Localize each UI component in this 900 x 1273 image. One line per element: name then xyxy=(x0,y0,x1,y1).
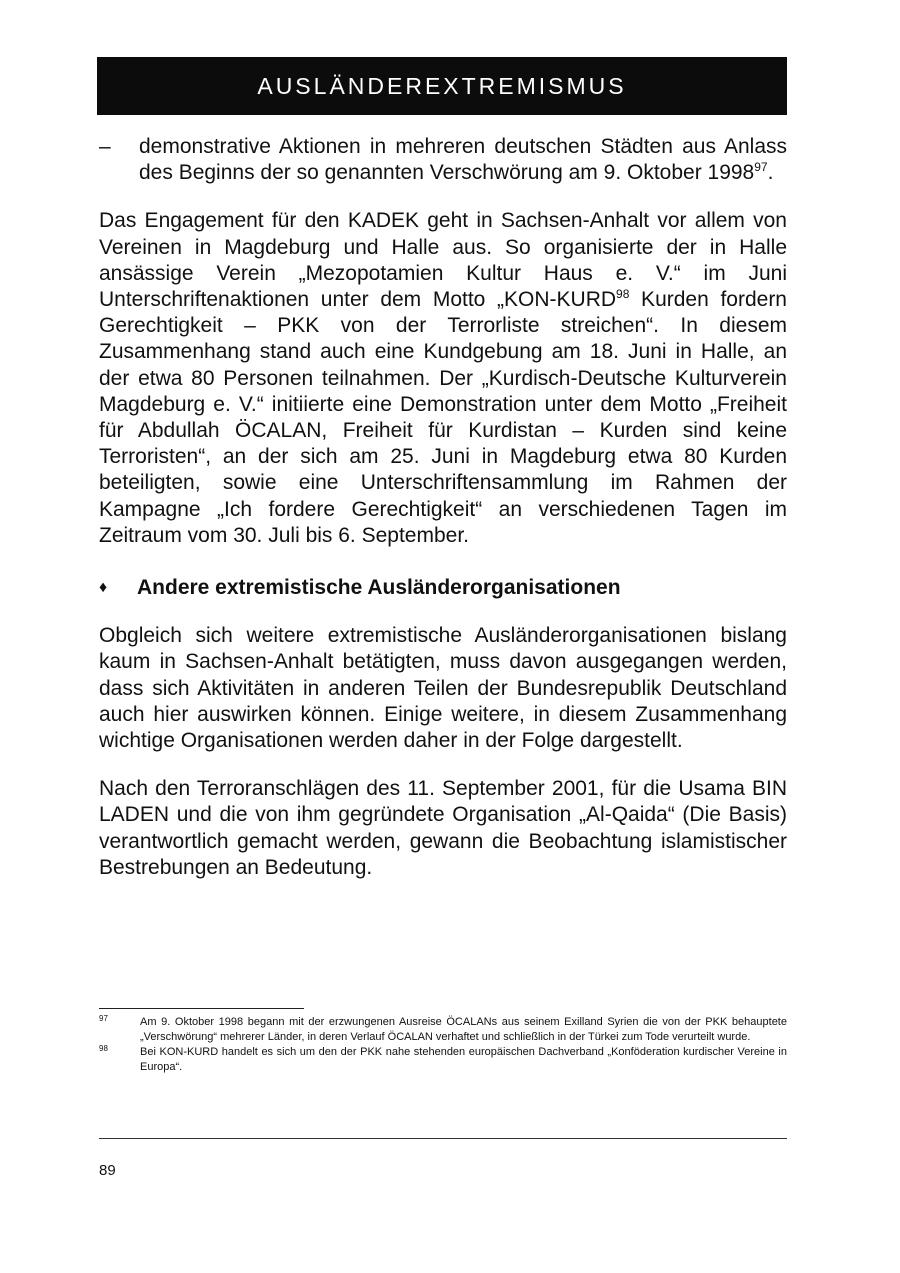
bullet-text: demonstrative Aktionen in mehreren deutschen Städten aus Anlass des Beginns der so genannten Verschwörung am 9. Oktober 1998 xyxy=(139,135,787,185)
footnote-ref-97[interactable]: 97 xyxy=(754,160,768,175)
footnote-number: 98 xyxy=(99,1044,108,1053)
footnote-text: Bei KON-KURD handelt es sich um den der PKK nahe stehenden europäischen Dachverband „Konföderation kurdischer Vereine in Europa“. xyxy=(140,1046,787,1073)
footnote-separator xyxy=(99,1008,304,1009)
footnote-97 xyxy=(99,1015,787,1044)
page-number: 89 xyxy=(99,1162,116,1179)
chapter-header xyxy=(97,57,787,115)
paragraph-kadek-part2: Kurden fordern Gerechtigkeit – PKK von der Terrorliste streichen“. In diesem Zusammenhang stand auch eine Kundgebung am 18. Juni in Halle, an der etwa 80 Personen teilnahmen. Der „Kurdisch-Deutsche Kulturverein Magdeburg e. V.“ initiierte eine Demonstration unter dem Motto „Freiheit für Abdullah ÖCALAN, Freiheit für Kurdistan – Kurden sind keine Terroristen“, an der sich am 25. Juni in Magdeburg etwa 80 Kurden beteiligten, sowie eine Unterschriftensammlung im Rahmen der Kampagne „Ich fordere Gerechtigkeit“ an verschiedenen Tagen im Zeitraum vom 30. Juli bis 6. September. xyxy=(99,288,787,547)
section-heading-text: Andere extremistische Ausländerorganisationen xyxy=(137,576,621,600)
footnote-98 xyxy=(99,1045,787,1074)
bullet-list-item xyxy=(99,134,787,186)
paragraph-islamism: Nach den Terroranschlägen des 11. September 2001, für die Usama BIN LADEN und die von ihm gegründete Organisation „Al-Qaida“ (Die Basis) verantwortlich gemacht werden, gewann die Beobachtung islamistischer Bestrebungen an Bedeutung. xyxy=(99,777,787,879)
footnotes xyxy=(99,1015,787,1075)
dash-bullet: – xyxy=(99,135,111,158)
diamond-bullet-icon: ♦ xyxy=(99,579,108,597)
paragraph-other-organisations: Obgleich sich weitere extremistische Ausländerorganisationen bislang kaum in Sachsen-Anhalt betätigten, muss davon ausgegangen werden, dass sich Aktivitäten in anderen Teilen der Bundesrepublik Deutschland auch hier auswirken können. Einige weitere, in diesem Zusammenhang wichtige Organisationen werden daher in der Folge dargestellt. xyxy=(99,624,787,753)
chapter-title: AUSLÄNDEREXTREMISMUS xyxy=(257,72,627,99)
section-heading xyxy=(99,575,787,601)
bullet-end: . xyxy=(767,161,774,185)
footnote-text: Am 9. Oktober 1998 begann mit der erzwungenen Ausreise ÖCALANs aus seinem Exilland Syrien die von der PKK behauptete „Verschwörung“ mehrerer Länder, in deren Verlauf ÖCALAN verhaftet und schließlich in der Türkei zum Tode verurteilt wurde. xyxy=(140,1016,787,1043)
paragraph-kadek xyxy=(99,208,787,549)
footnote-ref-98[interactable]: 98 xyxy=(616,287,630,302)
page-footer-rule xyxy=(99,1138,787,1139)
footnote-number: 97 xyxy=(99,1014,108,1023)
paragraph-kadek-part1: Das Engagement für den KADEK geht in Sachsen-Anhalt vor allem von Vereinen in Magdeburg und Halle aus. So organisierte der in Halle ansässige Verein „Mezopotamien Kultur Haus e. V.“ im Juni Unterschriftenaktionen unter dem Motto „KON-KURD xyxy=(99,209,787,312)
main-content xyxy=(99,134,787,881)
